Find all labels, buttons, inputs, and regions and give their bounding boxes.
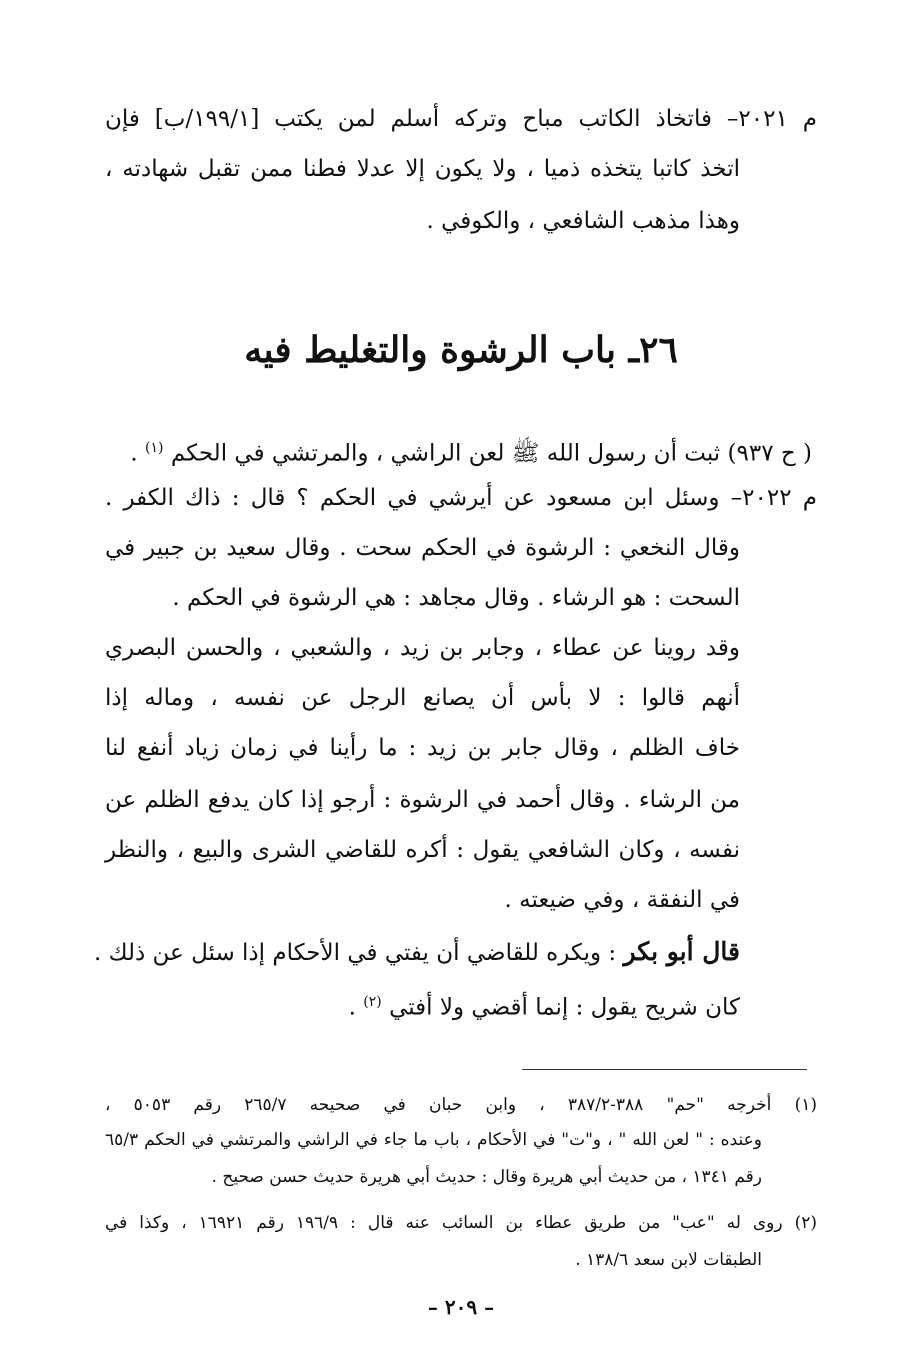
abu-bakr-text: : ويكره للقاضي أن يفتي في الأحكام إذا سئل عن ذلك . — [93, 940, 617, 966]
text-line: أنهم قالوا : لا بأس أن يصانع الرجل عن نفسه ، وماله إذا — [105, 685, 740, 711]
text-line: نفسه ، وكان الشافعي يقول : أكره للقاضي الشرى والبيع ، والنظر — [105, 837, 740, 863]
footnote-line: رقم ١٣٤١ ، من حديث أبي هريرة وقال : حديث أبي هريرة حديث حسن صحيح . — [211, 1167, 762, 1187]
shurayh-end: . — [348, 994, 356, 1021]
text-line: م ٢٠٢٢– وسئل ابن مسعود عن أيرشي في الحكم ؟ قال : ذاك الكفر . — [105, 485, 817, 511]
text-line: وقد روينا عن عطاء ، وجابر بن زيد ، والشعبي ، والحسن البصري — [105, 635, 740, 661]
shurayh-line — [349, 982, 740, 1028]
chapter-heading: ٢٦ـ باب الرشوة والتغليط فيه — [244, 329, 678, 371]
page-number: – ٢٠٩ – — [427, 1295, 495, 1319]
shurayh-text: كان شريح يقول : إنما أقضي ولا أفتي — [389, 994, 740, 1021]
footnote-ref-1: (١) — [145, 440, 164, 456]
text-line: في النفقة ، وفي ضيعته . — [504, 887, 740, 913]
footnote-ref-2: (٢) — [363, 994, 382, 1010]
text-line: السحت : هو الرشاء . وقال مجاهد : هي الرشوة في الحكم . — [172, 585, 740, 611]
text-line: اتخذ كاتبا يتخذه ذميا ، ولا يكون إلا عدلا فطنا ممن تقبل شهادته ، — [105, 156, 740, 182]
abu-bakr-label: قال أبو بكر — [623, 937, 740, 966]
text-line: وهذا مذهب الشافعي ، والكوفي . — [426, 208, 740, 234]
hadith-937-end: . — [130, 440, 138, 467]
hadith-937-text: ( ح ٩٣٧) ثبت أن رسول الله ﷺ لعن الراشي ، والمرتشي في الحكم — [170, 440, 812, 467]
hadith-937-line — [130, 428, 812, 474]
footnote-line: (١) أخرجه "حم" ٣٨٨-٣٨٧/٢ ، وابن حبان في صحيحه ٢٦٥/٧ رقم ٥٠٥٣ ، — [105, 1095, 817, 1115]
footnote-line: وعنده : " لعن الله " ، و"ت" في الأحكام ، باب ما جاء في الراشي والمرتشي في الحكم ٦٥/٣ — [105, 1130, 762, 1150]
footnote-line: (٢) روى له "عب" من طريق عطاء بن السائب عنه قال : ١٩٦/٩ رقم ١٦٩٢١ ، وكذا في — [105, 1213, 817, 1233]
text-line: م ٢٠٢١– فاتخاذ الكاتب مباح وتركه أسلم لمن يكتب [١٩٩/١/ب] فإن — [105, 106, 817, 132]
footnote-line: الطبقات لابن سعد ١٣٨/٦ . — [575, 1250, 762, 1270]
abu-bakr-line — [94, 932, 740, 973]
footnote-separator — [522, 1069, 807, 1070]
text-line: من الرشاء . وقال أحمد في الرشوة : أرجو إذا كان يدفع الظلم عن — [105, 787, 740, 813]
text-line: وقال النخعي : الرشوة في الحكم سحت . وقال سعيد بن جبير في — [105, 535, 740, 561]
text-line: خاف الظلم ، وقال جابر بن زيد : ما رأينا في زمان زياد أنفع لنا — [105, 735, 740, 761]
